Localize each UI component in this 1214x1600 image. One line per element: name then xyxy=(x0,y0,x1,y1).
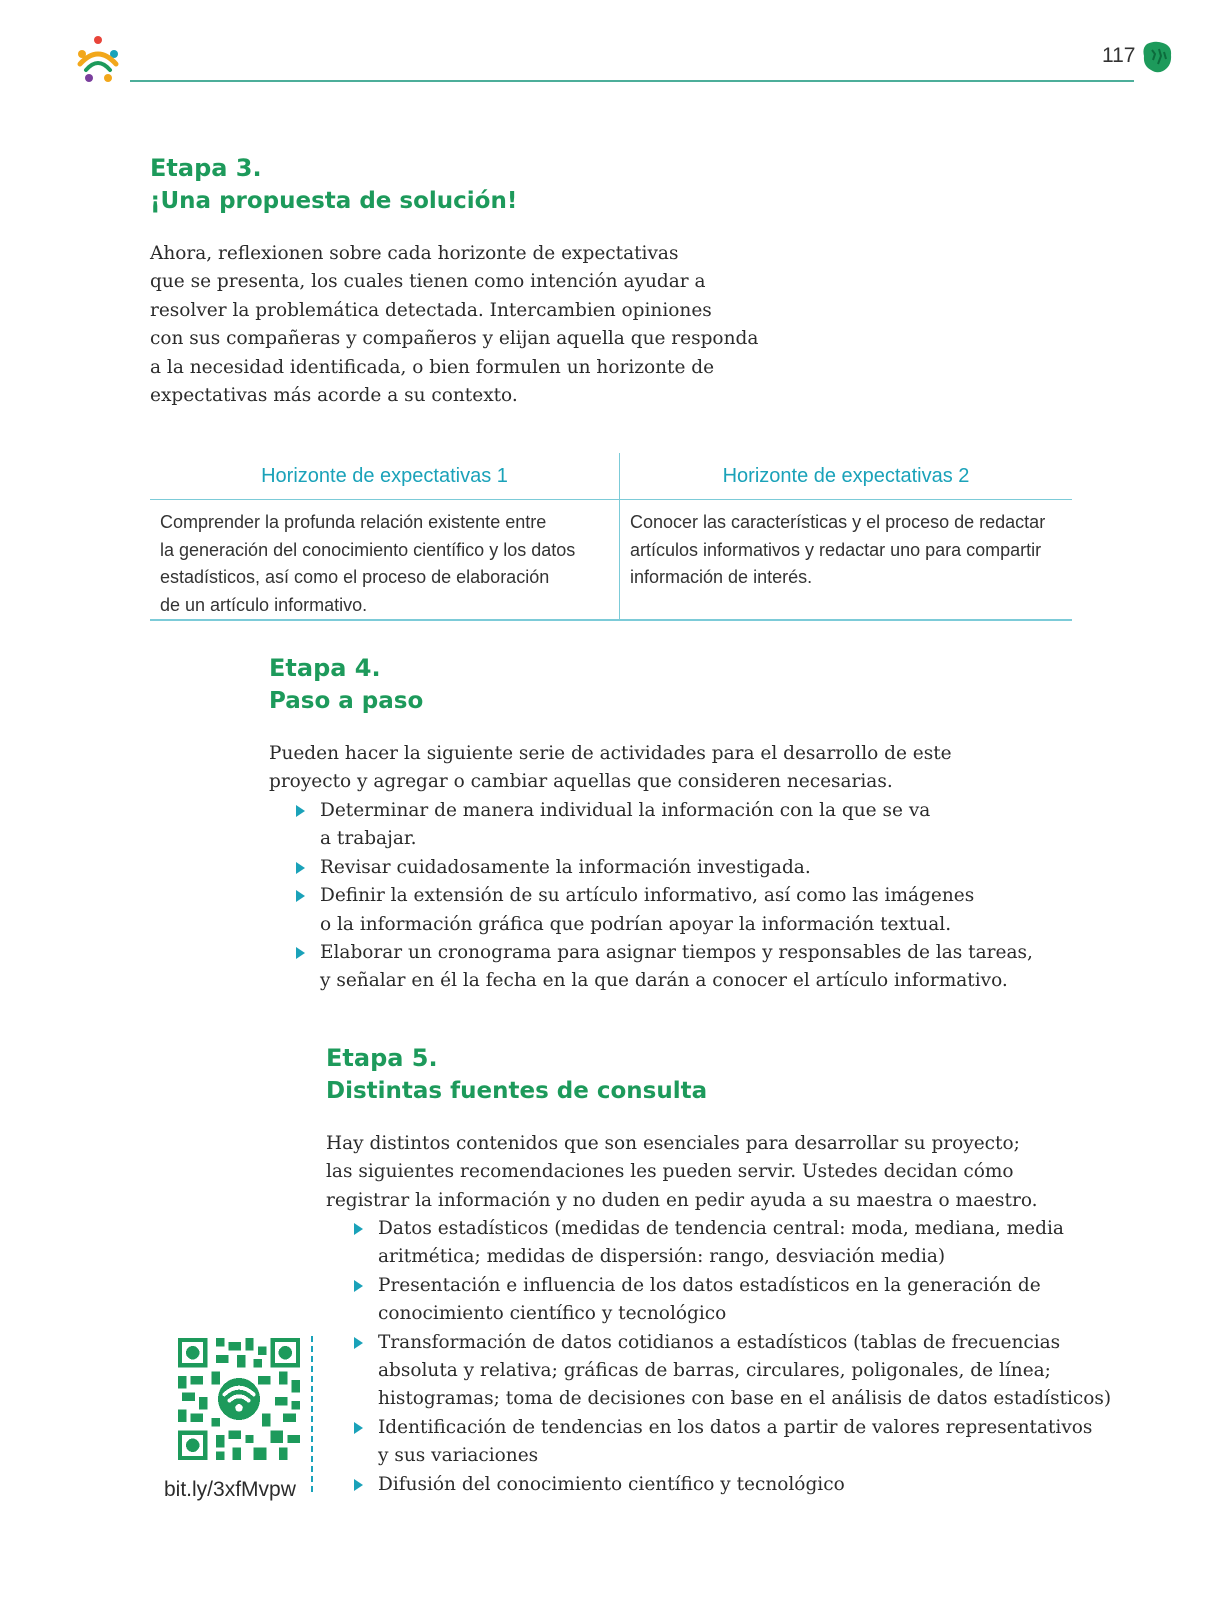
etapa5-label: Etapa 5. xyxy=(326,1044,438,1072)
bullet-arrow-icon xyxy=(296,890,305,902)
list-item: Transformación de datos cotidianos a estadísticos (tablas de frecuencias absoluta y relativa; gráficas de barras, circulares, poligonales, de línea; histogramas; toma de decisiones con base en el análisis de datos estadísticos) xyxy=(378,1329,1111,1414)
etapa4-title: Paso a paso xyxy=(269,688,424,714)
etapa5-intro: Hay distintos contenidos que son esenciales para desarrollar su proyecto; las siguientes recomendaciones les pueden servir. Ustedes decidan cómo registrar la información y no duden en pedir ayuda a su maestra o maestro. xyxy=(326,1133,1038,1211)
page-number: 117 xyxy=(1102,44,1136,67)
horizon-2-text: Conocer las características y el proceso de redactar artículos informativos y redactar uno para compartir información de interés. xyxy=(630,512,1046,587)
etapa5-title: Distintas fuentes de consulta xyxy=(326,1078,708,1104)
list-item: Identificación de tendencias en los datos a partir de valores representativos y sus variaciones xyxy=(378,1414,1111,1471)
qr-code-icon[interactable] xyxy=(178,1338,300,1460)
horizon-2-heading: Horizonte de expectativas 2 xyxy=(722,465,970,487)
list-item: Difusión del conocimiento científico y tecnológico xyxy=(378,1471,1111,1499)
etapa5-bullet-list xyxy=(378,1215,1111,1499)
header-rule xyxy=(130,80,1134,82)
list-item: Revisar cuidadosamente la información investigada. xyxy=(320,854,1033,882)
etapa3-label: Etapa 3. xyxy=(150,154,262,182)
bullet-arrow-icon xyxy=(354,1337,363,1349)
etapa3-title: ¡Una propuesta de solución! xyxy=(150,188,518,214)
bullet-arrow-icon xyxy=(296,805,305,817)
qr-link[interactable]: bit.ly/3xfMvpw xyxy=(164,1478,296,1501)
bullet-arrow-icon xyxy=(354,1280,363,1292)
bullet-arrow-icon xyxy=(354,1223,363,1235)
table-column-divider xyxy=(619,453,620,621)
etapa4-bullet-list xyxy=(320,797,1033,996)
horizon-1-heading: Horizonte de expectativas 1 xyxy=(261,465,508,487)
list-item: Definir la extensión de su artículo informativo, así como las imágenes o la información gráfica que podrían apoyar la información textual. xyxy=(320,882,1033,939)
bullet-arrow-icon xyxy=(296,947,305,959)
horizon-1-text: Comprender la profunda relación existente entre la generación del conocimiento científico y los datos estadísticos, así como el proceso de elaboración de un artículo informativo. xyxy=(160,512,576,615)
etapa4-label: Etapa 4. xyxy=(269,654,381,682)
bullet-arrow-icon xyxy=(354,1479,363,1491)
horizons-table xyxy=(150,453,1072,621)
etapa4-intro: Pueden hacer la siguiente serie de actividades para el desarrollo de este proyecto y agregar o cambiar aquellas que consideren necesarias. xyxy=(269,743,952,793)
table-bottom-rule xyxy=(150,619,1072,621)
list-item: Determinar de manera individual la información con la que se va a trabajar. xyxy=(320,797,1033,854)
list-item: Presentación e influencia de los datos estadísticos en la generación de conocimiento científico y tecnológico xyxy=(378,1272,1111,1329)
table-header-rule xyxy=(150,499,1072,500)
green-blob-icon xyxy=(1141,40,1173,74)
program-logo-icon xyxy=(72,34,124,84)
qr-separator xyxy=(311,1336,313,1492)
bullet-arrow-icon xyxy=(296,862,305,874)
list-item: Elaborar un cronograma para asignar tiempos y responsables de las tareas, y señalar en él la fecha en la que darán a conocer el artículo informativo. xyxy=(320,939,1033,996)
bullet-arrow-icon xyxy=(354,1422,363,1434)
etapa3-paragraph: Ahora, reflexionen sobre cada horizonte de expectativas que se presenta, los cuales tienen como intención ayudar a resolver la problemática detectada. Intercambien opiniones con sus compañeras y compañeros y elijan aquella que responda a la necesidad identificada, o bien formulen un horizonte de expectativas más acorde a su contexto. xyxy=(150,243,759,407)
list-item: Datos estadísticos (medidas de tendencia central: moda, mediana, media aritmética; medidas de dispersión: rango, desviación media) xyxy=(378,1215,1111,1272)
